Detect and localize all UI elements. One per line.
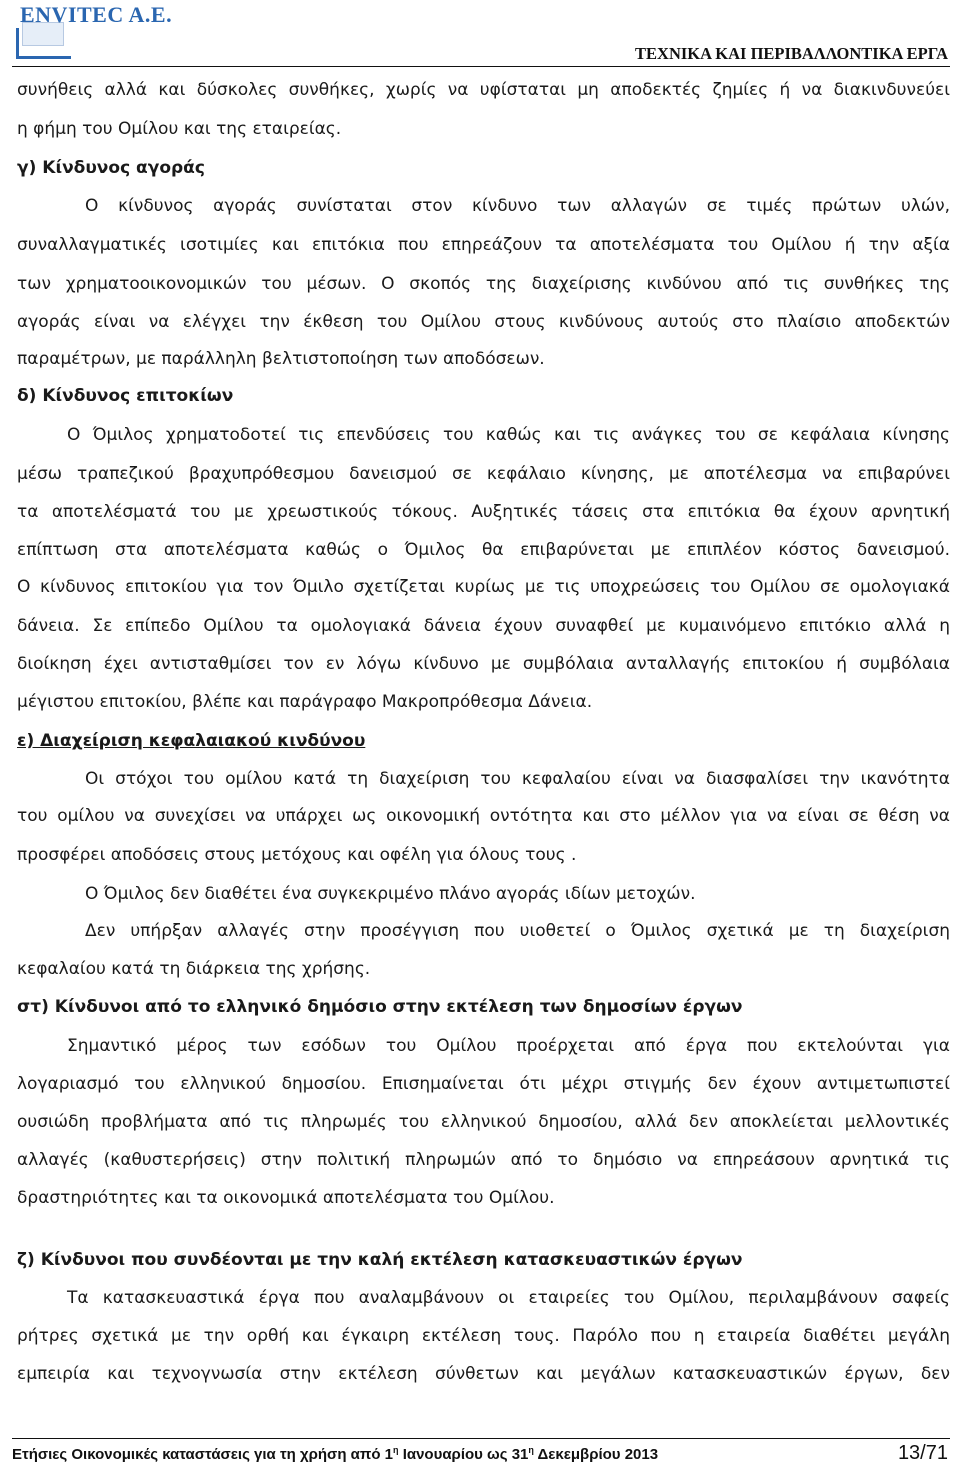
footer-text-part: Ιανουαρίου ως 31 [398, 1446, 529, 1463]
paragraph-line: Τα κατασκευαστικά έργα που αναλαμβάνουν οι εταιρείες του Ομίλου, περιλαμβάνουν σαφείς [67, 1288, 950, 1308]
section-heading-interest-risk: δ) Κίνδυνος επιτοκίων [17, 386, 234, 406]
header-divider [12, 66, 950, 67]
paragraph-line: λογαριασμό του ελληνικού δημοσίου. Επισημαίνεται ότι μέχρι στιγμής δεν έχουν αντιμετωπιστεί [17, 1074, 950, 1094]
footer-text-part: Ετήσιες Οικονομικές καταστάσεις για τη χρήση από 1 [12, 1446, 394, 1463]
paragraph-line: η φήμη του Ομίλου και της εταιρείας. [17, 119, 342, 139]
paragraph-line: Δεν υπήρξαν αλλαγές στην προσέγγιση που υιοθετεί ο Όμιλος σχετικά με τη διαχείριση [85, 921, 950, 941]
paragraph-line: αγοράς είναι να ελέγχει την έκθεση του Ομίλου στους κινδύνους αυτούς στο πλαίσιο αποδεκτών [17, 312, 950, 332]
paragraph-line: μέσω τραπεζικού βραχυπρόθεσμου δανεισμού σε κεφάλαιο κίνησης, με αποτέλεσμα να επιβαρύνει [17, 464, 950, 484]
paragraph-line: προσφέρει αποδόσεις στους μετόχους και οφέλη για όλους τους . [17, 845, 577, 865]
footer-superscript: η [393, 1445, 399, 1455]
section-heading-market-risk: γ) Κίνδυνος αγοράς [17, 158, 205, 178]
paragraph-line: εμπειρία και τεχνογνωσία στην εκτέλεση σύνθετων και μεγάλων κατασκευαστικών έργων, δεν [17, 1364, 950, 1384]
header-title: ΤΕΧΝΙΚΑ ΚΑΙ ΠΕΡΙΒΑΛΛΟΝΤΙΚΑ ΕΡΓΑ [635, 44, 948, 63]
paragraph-line: κεφαλαίου κατά τη διάρκεια της χρήσης. [17, 959, 371, 979]
paragraph-line: δάνεια. Σε επίπεδο Ομίλου τα ομολογιακά δάνεια έχουν συναφθεί με κυμαινόμενο επιτόκιο αλλά η [17, 616, 950, 636]
footer-divider [12, 1438, 950, 1439]
paragraph-line: παραμέτρων, με παράλληλη βελτιστοποίηση των αποδόσεων. [17, 349, 545, 369]
logo-bracket [16, 28, 71, 59]
paragraph-line: ουσιώδη προβλήματα από τις πληρωμές του ελληνικού δημοσίου, αλλά δεν αποκλείεται μελλοντικές [17, 1112, 950, 1132]
section-heading-capital-risk: ε) Διαχείριση κεφαλαιακού κινδύνου [17, 731, 366, 751]
footer-caption [12, 1446, 658, 1463]
paragraph-line: των χρηματοοικονομικών του μέσων. Ο σκοπός της διαχείρισης κινδύνου από τις συνθήκες της [17, 274, 950, 294]
paragraph-line: τα αποτελέσματά του με χρεωστικούς τόκους. Αυξητικές τάσεις στα επιτόκια θα έχουν αρνητική [17, 502, 950, 522]
paragraph-line: συναλλαγματικές ισοτιμίες και επιτόκια που επηρεάζουν τα αποτελέσματα του Ομίλου ή την αξία [17, 235, 950, 255]
section-heading-construction-risk: ζ) Κίνδυνοι που συνδέονται με την καλή εκτέλεση κατασκευαστικών έργων [17, 1250, 743, 1270]
paragraph-line: αλλαγές (καθυστερήσεις) στην πολιτική πληρωμών από το δημόσιο να επηρεάσουν αρνητικά τις [17, 1150, 950, 1170]
paragraph-line: Ο Όμιλος δεν διαθέτει ένα συγκεκριμένο πλάνο αγοράς ιδίων μετοχών. [85, 884, 696, 904]
footer-text-part: Δεκεμβρίου 2013 [533, 1446, 659, 1463]
page-number: 13/71 [897, 1442, 948, 1464]
paragraph-line: συνήθεις αλλά και δύσκολες συνθήκες, χωρίς να υφίσταται μη αποδεκτές ζημίες ή να διακινδυνεύει [17, 80, 950, 100]
paragraph-line: Ο κίνδυνος επιτοκίου για τον Όμιλο σχετίζεται κυρίως με τις υποχρεώσεις του Ομίλου σε ομολογιακά [17, 577, 950, 597]
paragraph-line: Ο Όμιλος χρηματοδοτεί τις επενδύσεις του καθώς και τις ανάγκες του σε κεφάλαια κίνησης [67, 425, 950, 445]
paragraph-line: επίπτωση στα αποτελέσματα καθώς ο Όμιλος θα επιβαρύνεται με επιπλέον κόστος δανεισμού. [17, 540, 950, 560]
section-heading-public-sector-risk: στ) Κίνδυνοι από το ελληνικό δημόσιο στην εκτέλεση των δημοσίων έργων [17, 997, 743, 1017]
footer-superscript: η [528, 1445, 534, 1455]
paragraph-line: μέγιστου επιτοκίου, βλέπε και παράγραφο Μακροπρόθεσμα Δάνεια. [17, 692, 593, 712]
paragraph-line: ρήτρες σχετικά με την ορθή και έγκαιρη εκτέλεση τους. Παρόλο που η εταιρεία διαθέτει μεγάλη [17, 1326, 950, 1346]
paragraph-line: δραστηριότητες και τα οικονομικά αποτελέσματα του Ομίλου. [17, 1188, 555, 1208]
paragraph-line: Οι στόχοι του ομίλου κατά τη διαχείριση του κεφαλαίου είναι να διασφαλίσει την ικανότητα [85, 769, 950, 789]
paragraph-line: Ο κίνδυνος αγοράς συνίσταται στον κίνδυνο των αλλαγών σε τιμές πρώτων υλών, [85, 196, 950, 216]
company-logo [8, 0, 173, 60]
paragraph-line: του ομίλου να συνεχίσει να υπάρχει ως οικονομική οντότητα και στο μέλλον για να είναι σε θέση να [17, 806, 950, 826]
paragraph-line: Σημαντικό μέρος των εσόδων του Ομίλου προέρχεται από έργα που εκτελούνται για [67, 1036, 950, 1056]
logo-text: ENVITEC A.E. [20, 2, 173, 27]
paragraph-line: διοίκηση έχει αντισταθμίσει τον εν λόγω κίνδυνο με συμβόλαια ανταλλαγής επιτοκίου ή συμβόλαια [17, 654, 950, 674]
page-header [0, 0, 960, 70]
